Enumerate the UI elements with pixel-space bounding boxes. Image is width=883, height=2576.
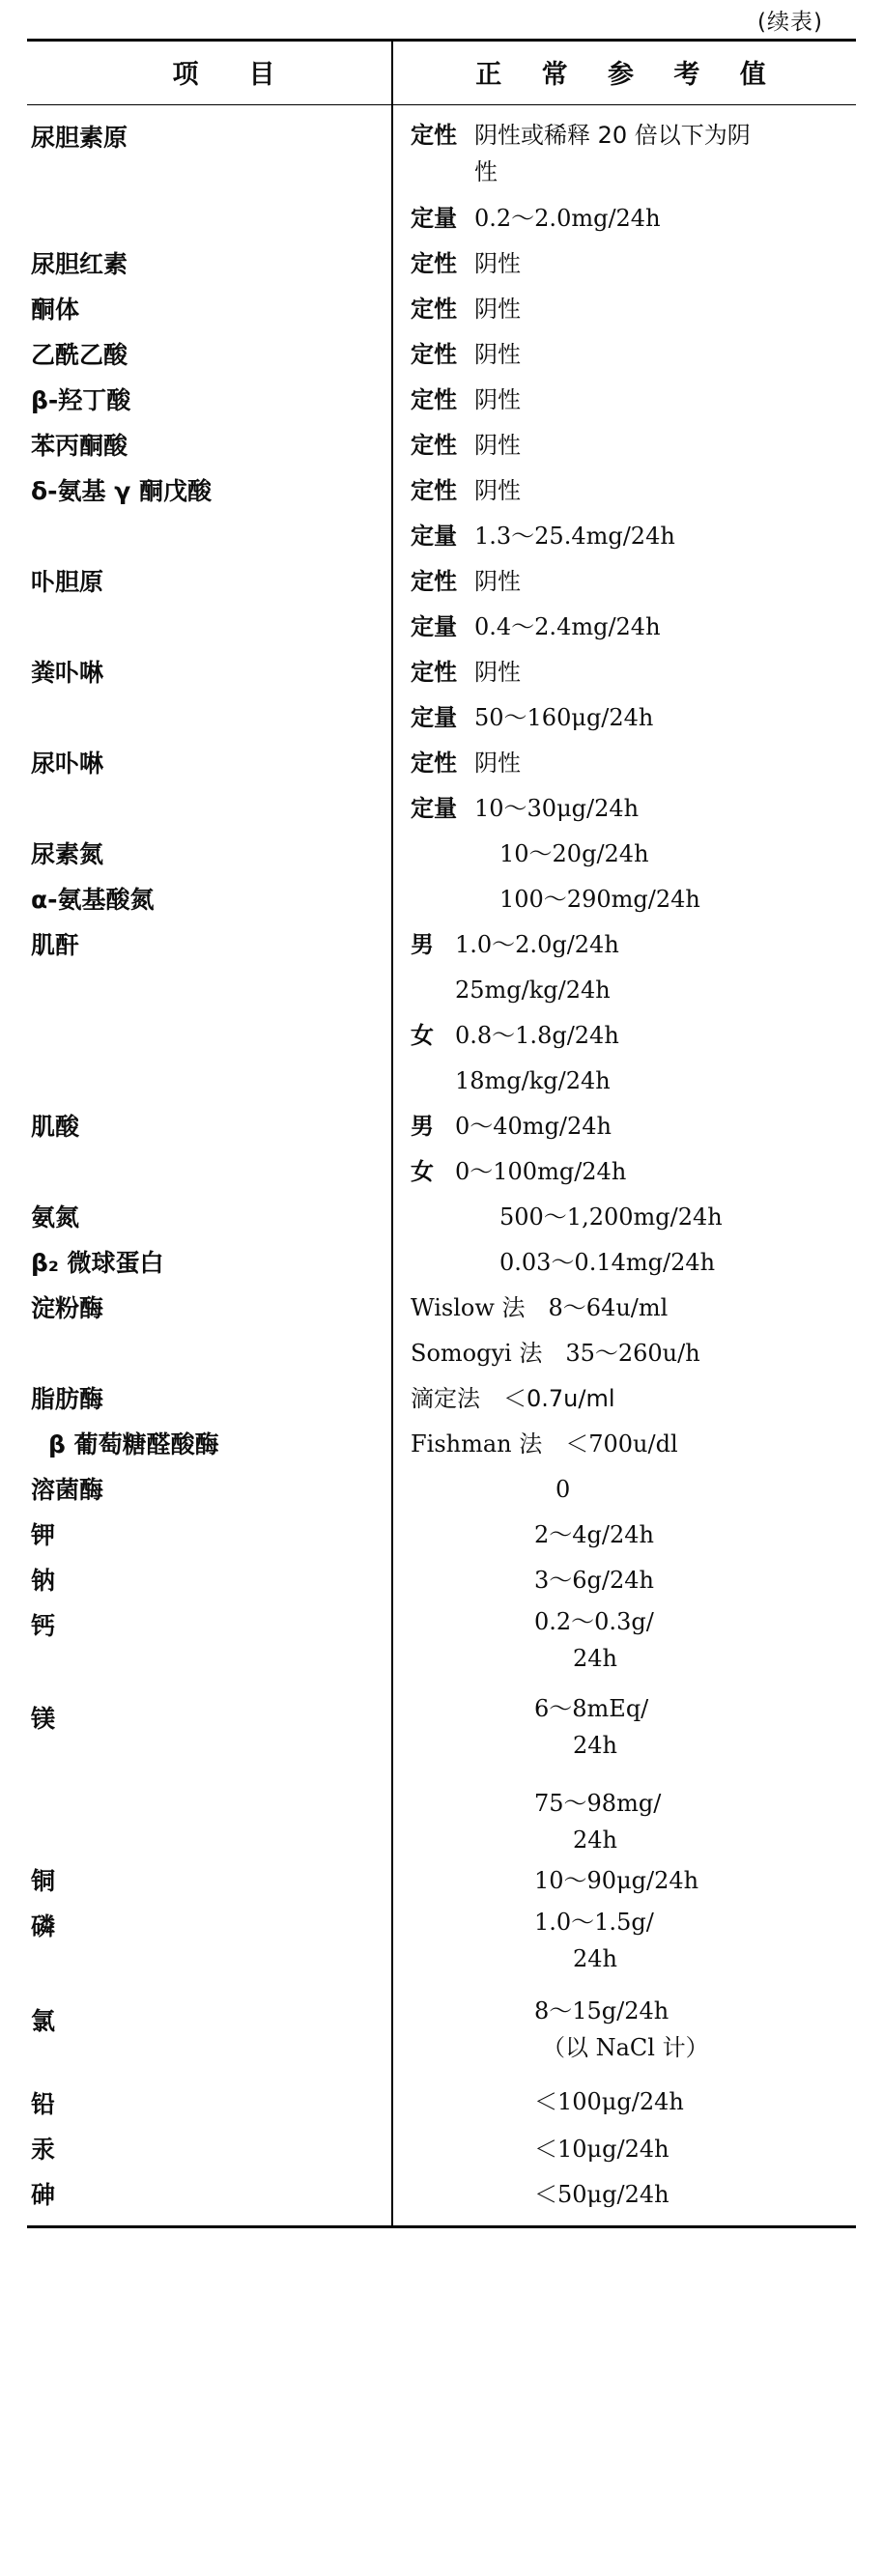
row-value-text: 阴性	[474, 386, 521, 413]
row-value-text: 75～98mg/	[534, 1790, 662, 1817]
row-item-label: δ-氨基 γ 酮戊酸	[31, 477, 212, 505]
row-value-text: 0.2～0.3g/	[534, 1608, 654, 1635]
row-item-cell	[27, 1603, 392, 1677]
row-value-text: 0～40mg/24h	[455, 1113, 612, 1140]
row-value-line	[411, 1977, 850, 2029]
row-value-cell	[392, 1558, 856, 1603]
row-item-label: 钾	[31, 1521, 56, 1549]
table-bottom-rule	[27, 2225, 856, 2228]
reference-value-table	[27, 39, 856, 2225]
row-value-cell	[392, 1195, 856, 1240]
row-value-cell	[392, 2127, 856, 2172]
table-row	[27, 1558, 856, 1603]
row-item-label: 尿卟啉	[31, 750, 104, 778]
qualitative-label: 定性	[411, 250, 457, 277]
qualitative-label: 定性	[411, 477, 457, 504]
row-value-text: 100～290mg/24h	[499, 886, 700, 913]
row-value-cell	[392, 378, 856, 423]
table-row	[27, 1376, 856, 1422]
row-value-cell	[392, 1104, 856, 1195]
row-value-text: ＜50μg/24h	[534, 2181, 669, 2208]
row-value-text: 18mg/kg/24h	[455, 1067, 611, 1094]
qualitative-label: 定性	[411, 122, 457, 149]
row-value-text: 25mg/kg/24h	[455, 977, 611, 1004]
row-item-cell	[27, 287, 392, 332]
row-value-line: 滴定法 ＜0.7u/ml	[411, 1385, 615, 1412]
table-row	[27, 1858, 856, 1904]
row-value-line	[411, 378, 850, 423]
row-item-cell	[27, 1195, 392, 1240]
row-item-cell	[27, 241, 392, 287]
row-item-label: 酮体	[31, 296, 80, 324]
row-value-line-cont	[411, 2029, 850, 2066]
row-item-label: 镁	[31, 1705, 56, 1733]
row-item-label: 肌酸	[31, 1113, 80, 1141]
row-value-text: 0.03～0.14mg/24h	[499, 1249, 716, 1276]
row-value-cell	[392, 877, 856, 922]
row-value-text: 阴性	[474, 250, 521, 277]
row-item-label: 钠	[31, 1567, 56, 1595]
row-value-cell	[392, 1376, 856, 1422]
row-item-cell	[27, 1858, 392, 1904]
row-value-text: 0.8～1.8g/24h	[455, 1022, 619, 1049]
row-value-cell	[392, 287, 856, 332]
row-value-line	[411, 741, 850, 786]
row-item-label: 尿胆素原	[31, 124, 128, 152]
row-item-cell	[27, 2127, 392, 2172]
row-value-line	[411, 423, 850, 468]
table-row	[27, 559, 856, 650]
row-value-text: 1.3～25.4mg/24h	[474, 523, 675, 550]
row-item-cell	[27, 877, 392, 922]
qualitative-label: 定性	[411, 341, 457, 368]
table-row	[27, 287, 856, 332]
quantitative-label: 定量	[411, 205, 457, 232]
row-value-text: 24h	[573, 1945, 617, 1972]
row-value-text: 阴性	[474, 432, 521, 459]
row-value-line-cont	[411, 1727, 850, 1764]
row-item-cell	[27, 1467, 392, 1513]
row-value-cell	[392, 832, 856, 877]
row-value-line	[411, 1558, 850, 1603]
table-row	[27, 1513, 856, 1558]
table-row	[27, 378, 856, 423]
row-value-cell	[392, 1286, 856, 1376]
row-value-text: 0～100mg/24h	[455, 1158, 627, 1185]
row-value-cell	[392, 1422, 856, 1467]
row-value-line	[411, 1904, 850, 1940]
row-value-text: （以 NaCl 计）	[542, 2034, 709, 2061]
row-value-text: 50～160μg/24h	[474, 704, 654, 731]
row-item-label: 铅	[31, 2090, 56, 2118]
row-value-line	[411, 1764, 850, 1822]
row-value-line	[411, 2127, 850, 2172]
row-item-label: 钙	[31, 1612, 56, 1640]
row-item-cell	[27, 1677, 392, 1858]
row-value-cell	[392, 332, 856, 378]
row-value-text: 阴性	[474, 568, 521, 595]
row-value-line: Wislow 法 8～64u/ml	[411, 1294, 669, 1321]
qualitative-label: 定性	[411, 750, 457, 777]
row-value-line	[411, 287, 850, 332]
row-item-cell	[27, 378, 392, 423]
row-value-cell	[392, 105, 856, 242]
row-value-text: 阴性	[474, 750, 521, 777]
row-value-text: ＜10μg/24h	[534, 2136, 669, 2163]
table-row	[27, 1977, 856, 2066]
row-item-label: 脂肪酶	[31, 1385, 104, 1413]
table-row	[27, 1677, 856, 1858]
row-item-cell	[27, 2066, 392, 2127]
table-row	[27, 332, 856, 378]
row-value-text: 0.2～2.0mg/24h	[474, 205, 661, 232]
table-row	[27, 423, 856, 468]
column-header-reference	[392, 41, 856, 105]
row-value-text: 24h	[573, 1645, 617, 1672]
table-row	[27, 2066, 856, 2127]
row-value-line	[411, 922, 850, 968]
row-value-cell	[392, 241, 856, 287]
row-value-line	[411, 190, 850, 241]
row-value-line	[411, 605, 850, 650]
row-value-cell	[392, 922, 856, 1104]
row-value-text: 0.4～2.4mg/24h	[474, 613, 661, 640]
table-row	[27, 2172, 856, 2225]
column-header-item-text2: 目	[248, 60, 275, 90]
table-row	[27, 1904, 856, 1977]
row-item-cell	[27, 1904, 392, 1977]
row-value-cell	[392, 1977, 856, 2066]
table-row	[27, 2127, 856, 2172]
row-value-line	[411, 105, 850, 190]
row-value-text: 1.0～2.0g/24h	[455, 931, 619, 958]
row-item-cell	[27, 423, 392, 468]
table-row	[27, 1240, 856, 1286]
row-value-line: Somogyi 法 35～260u/h	[411, 1340, 700, 1367]
qualitative-label: 定性	[411, 432, 457, 459]
row-value-line: Fishman 法 ＜700u/dl	[411, 1430, 678, 1458]
row-item-label: 磷	[31, 1912, 56, 1940]
row-value-line	[411, 2172, 850, 2225]
row-value-text: 8～15g/24h	[534, 1997, 669, 2024]
column-header-item	[27, 41, 392, 105]
row-value-cell	[392, 1904, 856, 1977]
row-item-label: 卟胆原	[31, 568, 104, 596]
row-value-line	[411, 1149, 850, 1195]
row-item-label: 肌酐	[31, 931, 80, 959]
table-row	[27, 741, 856, 832]
row-item-label: β-羟丁酸	[31, 386, 131, 414]
column-header-reference-text: 正 常 参 考 值	[475, 60, 782, 90]
row-value-cell	[392, 2066, 856, 2127]
row-item-label: 乙酰乙酸	[31, 341, 128, 369]
row-value-text: 2～4g/24h	[534, 1521, 654, 1548]
row-item-label: 铜	[31, 1867, 56, 1895]
row-item-cell	[27, 1104, 392, 1195]
row-item-cell	[27, 105, 392, 242]
row-value-cell	[392, 559, 856, 650]
row-item-cell	[27, 1558, 392, 1603]
table-row	[27, 105, 856, 242]
row-value-line	[411, 1240, 850, 1286]
row-value-line	[411, 1513, 850, 1558]
sex-label-female: 女	[411, 1022, 434, 1049]
row-item-label: α-氨基酸氮	[31, 886, 155, 914]
quantitative-label: 定量	[411, 613, 457, 640]
sex-label-male: 男	[411, 931, 434, 958]
table-row	[27, 1467, 856, 1513]
row-item-cell	[27, 741, 392, 832]
table-body	[27, 105, 856, 2226]
row-value-cell	[392, 1858, 856, 1904]
row-value-text: ＜100μg/24h	[534, 2088, 684, 2115]
quantitative-label: 定量	[411, 523, 457, 550]
row-item-label: 溶菌酶	[31, 1476, 104, 1504]
row-item-label: β₂ 微球蛋白	[31, 1249, 164, 1277]
row-value-line	[411, 832, 850, 877]
row-value-text: 24h	[573, 1732, 617, 1759]
row-value-cell	[392, 1603, 856, 1677]
row-value-line	[411, 650, 850, 695]
row-value-line	[411, 241, 850, 287]
row-value-text: 阴性	[474, 659, 521, 686]
row-item-label: 氨氮	[31, 1203, 80, 1231]
row-value-text: 24h	[573, 1826, 617, 1854]
row-value-cell	[392, 1240, 856, 1286]
row-value-line	[411, 514, 850, 559]
row-value-line	[411, 968, 850, 1013]
row-value-line	[411, 1677, 850, 1727]
row-value-cell	[392, 423, 856, 468]
table-row	[27, 468, 856, 559]
row-item-label: 砷	[31, 2181, 56, 2209]
row-value-line	[411, 1013, 850, 1059]
row-item-cell	[27, 1240, 392, 1286]
sex-label-female: 女	[411, 1158, 434, 1185]
row-value-text: 6～8mEq/	[534, 1695, 649, 1722]
row-value-line-cont	[411, 1822, 850, 1858]
column-header-item-text: 项	[172, 60, 249, 90]
row-value-line-cont	[411, 1640, 850, 1677]
row-value-line	[411, 2066, 850, 2125]
row-value-line-cont	[411, 1940, 850, 1977]
row-value-cell	[392, 741, 856, 832]
row-value-cell	[392, 650, 856, 741]
row-value-text: 1.0～1.5g/	[534, 1909, 654, 1936]
row-item-cell	[27, 1513, 392, 1558]
row-item-cell	[27, 1286, 392, 1376]
qualitative-label: 定性	[411, 659, 457, 686]
row-item-cell	[27, 1376, 392, 1422]
row-value-line	[411, 1059, 850, 1104]
table-row	[27, 832, 856, 877]
table-row	[27, 1195, 856, 1240]
row-item-label: 尿素氮	[31, 840, 104, 868]
row-value-line	[411, 1104, 850, 1149]
row-value-line	[411, 877, 850, 922]
table-row	[27, 241, 856, 287]
row-item-label: 汞	[31, 2136, 56, 2164]
table-row	[27, 1286, 856, 1376]
row-value-line	[411, 332, 850, 378]
row-value-text: 3～6g/24h	[534, 1567, 654, 1594]
row-value-line	[411, 695, 850, 741]
row-value-line	[411, 1195, 850, 1240]
table-row	[27, 650, 856, 741]
row-value-text: 阴性或稀释 20 倍以下为阴性	[474, 122, 751, 185]
row-item-cell	[27, 468, 392, 559]
row-value-cell	[392, 468, 856, 559]
row-value-text: 阴性	[474, 477, 521, 504]
row-value-line	[411, 786, 850, 832]
row-item-cell	[27, 650, 392, 741]
row-value-text: 0	[555, 1476, 571, 1503]
row-item-label: 粪卟啉	[31, 659, 104, 687]
row-item-cell	[27, 1977, 392, 2066]
qualitative-label: 定性	[411, 296, 457, 323]
continued-note: (续表)	[757, 10, 823, 35]
row-item-cell	[27, 2172, 392, 2225]
row-item-cell	[27, 1422, 392, 1467]
row-value-text: 10～20g/24h	[499, 840, 649, 867]
row-value-line	[411, 1858, 850, 1904]
row-value-text: 10～30μg/24h	[474, 795, 640, 822]
row-item-cell	[27, 922, 392, 1104]
qualitative-label: 定性	[411, 568, 457, 595]
table-row	[27, 877, 856, 922]
row-value-text: 阴性	[474, 341, 521, 368]
row-item-label: 氯	[31, 2007, 56, 2035]
row-value-text: 10～90μg/24h	[534, 1867, 699, 1894]
row-item-label: 淀粉酶	[31, 1294, 104, 1322]
row-item-cell	[27, 559, 392, 650]
table-row	[27, 922, 856, 1104]
row-value-line	[411, 468, 850, 514]
sex-label-male: 男	[411, 1113, 434, 1140]
row-value-cell	[392, 2172, 856, 2225]
row-item-cell	[27, 832, 392, 877]
row-value-line	[411, 559, 850, 605]
quantitative-label: 定量	[411, 795, 457, 822]
row-value-text: 阴性	[474, 296, 521, 323]
row-item-label: 尿胆红素	[31, 250, 128, 278]
row-value-cell	[392, 1513, 856, 1558]
row-value-cell	[392, 1467, 856, 1513]
table-row	[27, 1104, 856, 1195]
quantitative-label: 定量	[411, 704, 457, 731]
table-header	[27, 41, 856, 105]
row-item-label: 苯丙酮酸	[31, 432, 128, 460]
table-row	[27, 1603, 856, 1677]
table-row	[27, 1422, 856, 1467]
row-item-cell	[27, 332, 392, 378]
row-value-line	[411, 1603, 850, 1640]
row-item-label: β 葡萄糖醛酸酶	[48, 1430, 219, 1458]
qualitative-label: 定性	[411, 386, 457, 413]
row-value-cell	[392, 1677, 856, 1858]
row-value-line	[411, 1467, 850, 1513]
row-value-text: 500～1,200mg/24h	[499, 1203, 723, 1231]
